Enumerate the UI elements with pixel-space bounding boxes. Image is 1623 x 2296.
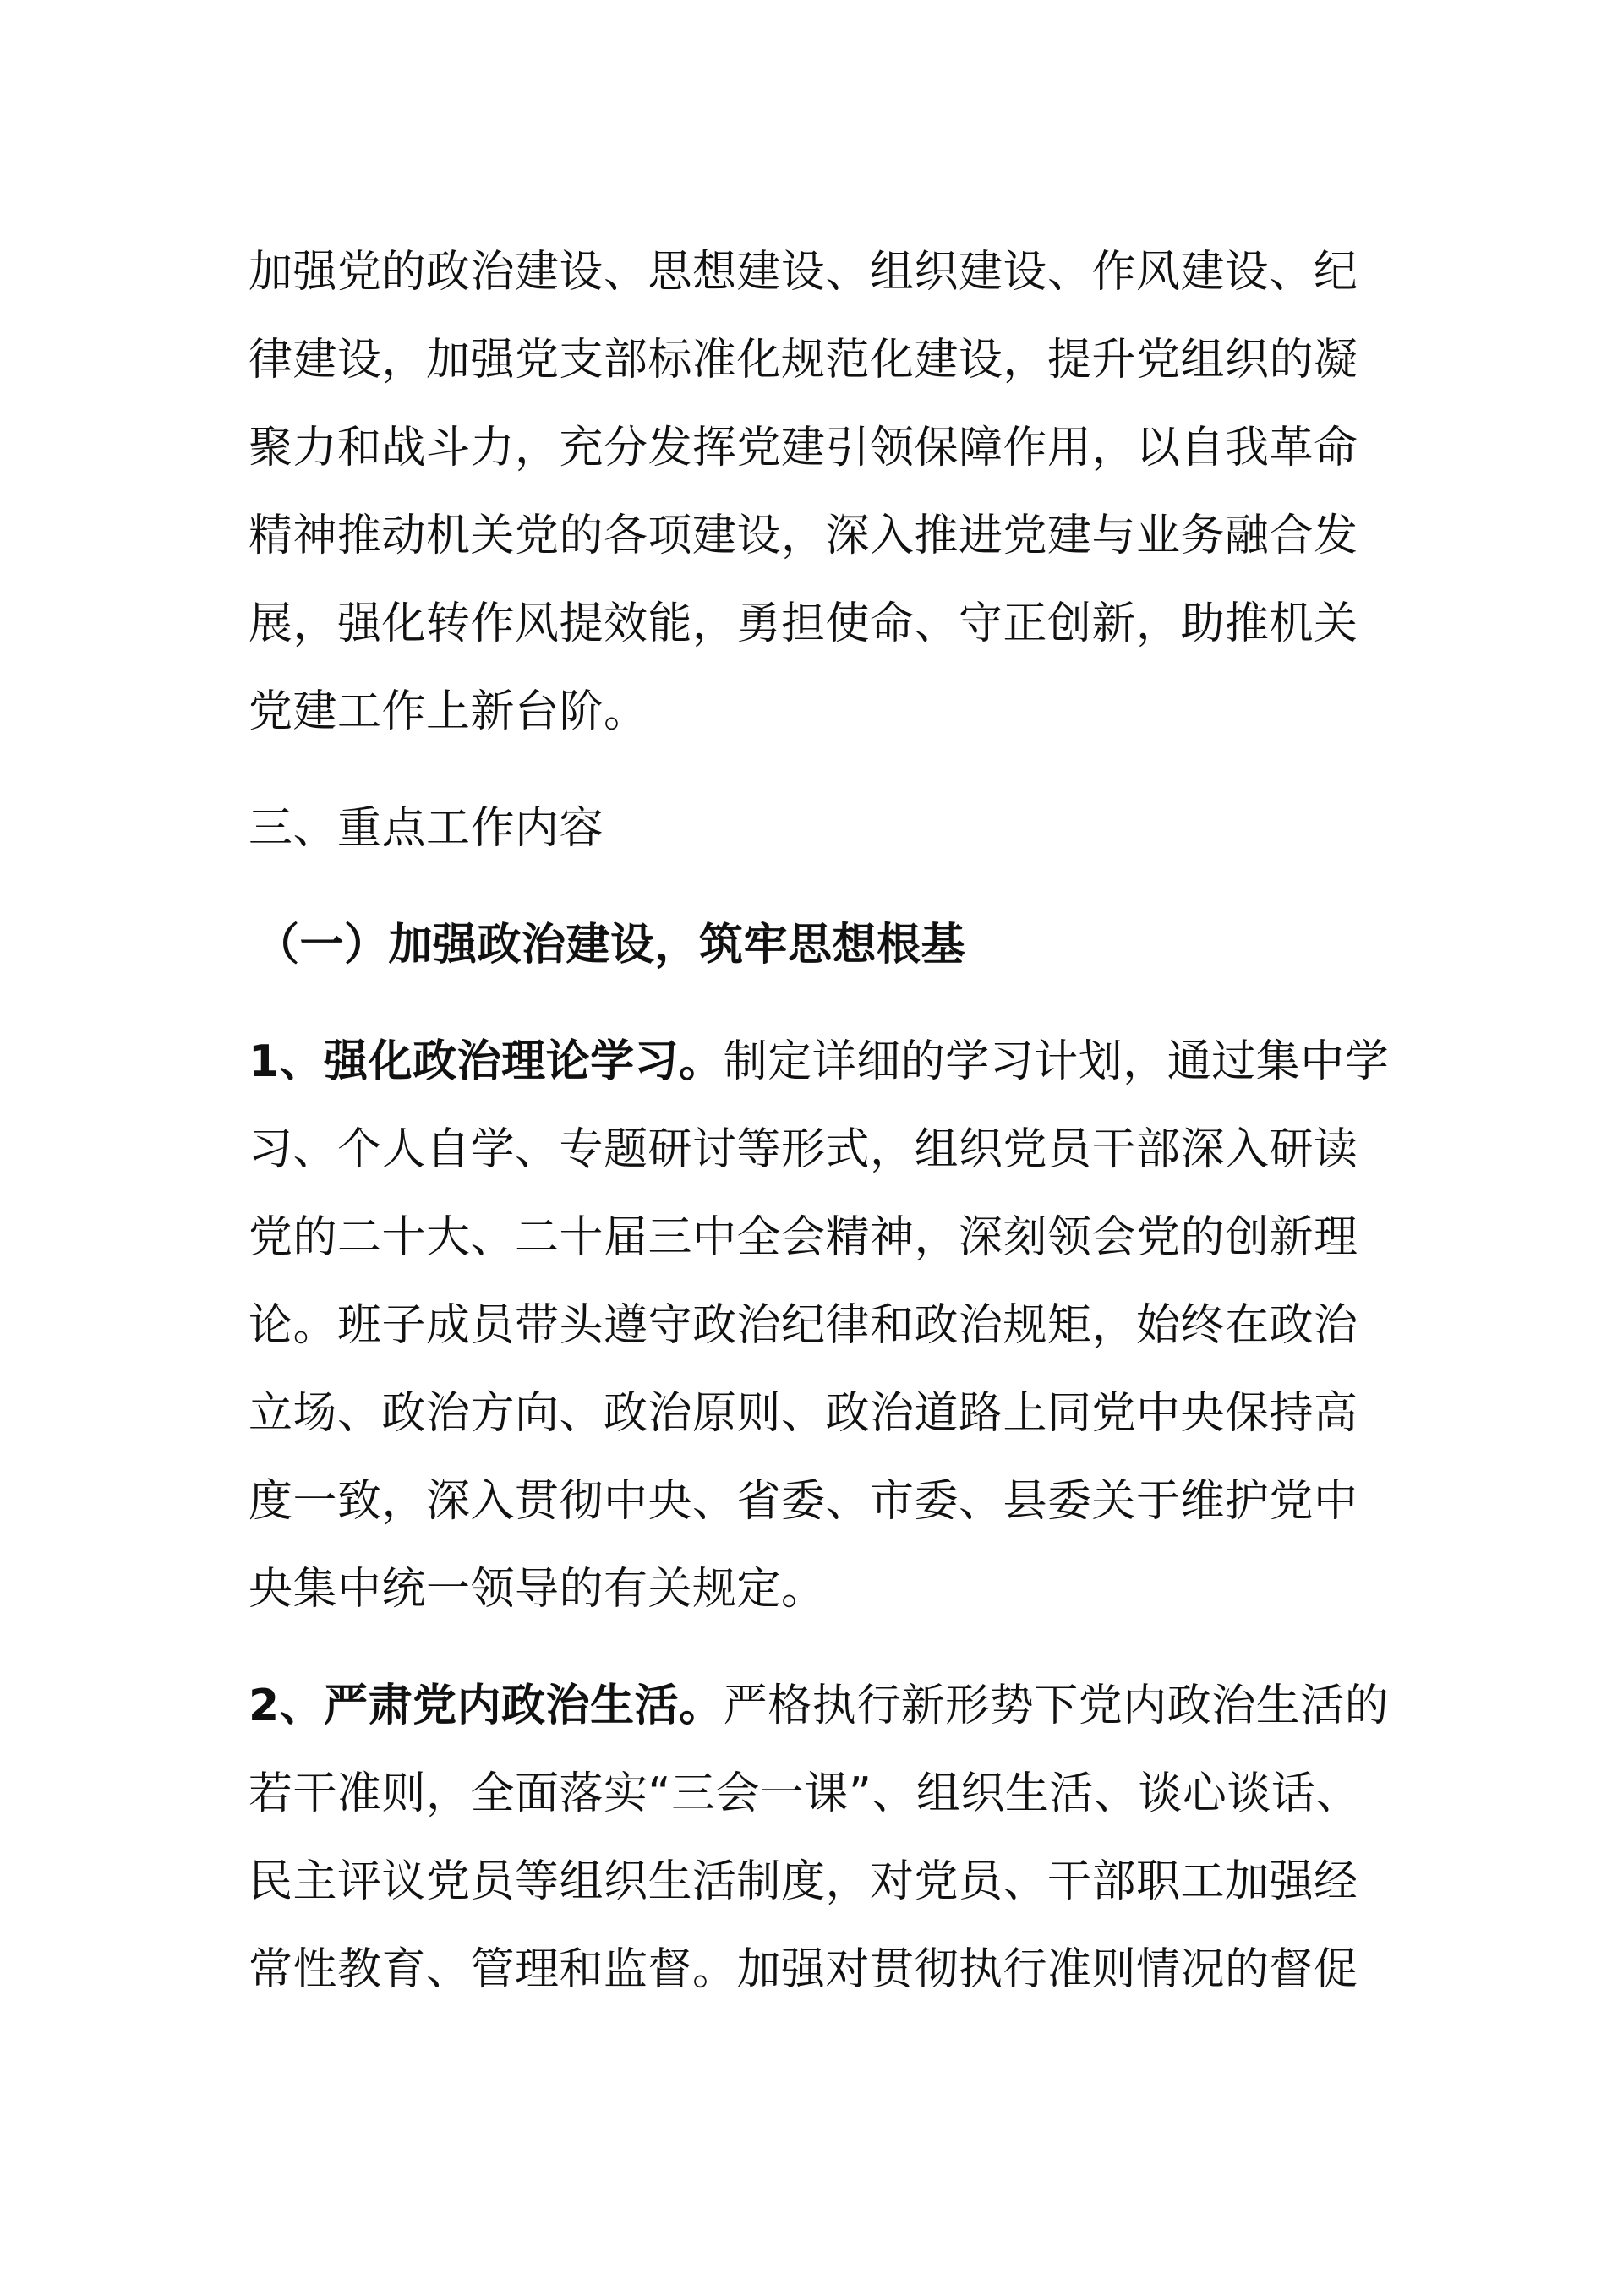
paragraph-line: 聚力和战斗力，充分发挥党建引领保障作用，以自我革命 xyxy=(249,423,1358,473)
paragraph-line: 展，强化转作风提效能，勇担使命、守正创新，助推机关 xyxy=(249,599,1358,649)
item-2-paragraph xyxy=(249,1662,1407,2014)
paragraph-line: 加强党的政治建设、思想建设、组织建设、作风建设、纪 xyxy=(249,247,1358,298)
paragraph-line: 立场、政治方向、政治原则、政治道路上同党中央保持高 xyxy=(249,1388,1358,1439)
item-lead: 2、严肃党内政治生活。 xyxy=(249,1681,724,1731)
paragraph-line: 常性教育、管理和监督。加强对贯彻执行准则情况的督促 xyxy=(249,1944,1358,1995)
paragraph-line xyxy=(249,1018,1407,1106)
paragraph-line: 精神推动机关党的各项建设，深入推进党建与业务融合发 xyxy=(249,511,1358,561)
paragraph-line: 若干准则，全面落实“三会一课”、组织生活、谈心谈话、 xyxy=(249,1768,1360,1819)
section-heading: 三、重点工作内容 xyxy=(249,803,604,854)
item-1-paragraph xyxy=(249,1018,1407,1633)
item-lead: 1、强化政治理论学习。 xyxy=(249,1036,724,1087)
intro-paragraph xyxy=(249,228,1407,756)
paragraph-line: 律建设，加强党支部标准化规范化建设，提升党组织的凝 xyxy=(249,335,1358,385)
paragraph-line: 党建工作上新台阶。 xyxy=(249,686,648,737)
item-text: 制定详细的学习计划，通过集中学 xyxy=(723,1036,1390,1087)
paragraph-line: 党的二十大、二十届三中全会精神，深刻领会党的创新理 xyxy=(249,1212,1358,1263)
paragraph-line: 民主评议党员等组织生活制度，对党员、干部职工加强经 xyxy=(249,1856,1358,1907)
paragraph-line: 习、个人自学、专题研讨等形式，组织党员干部深入研读 xyxy=(249,1124,1358,1175)
document-page xyxy=(249,228,1407,2014)
paragraph-line: 论。班子成员带头遵守政治纪律和政治规矩，始终在政治 xyxy=(249,1300,1358,1351)
item-text: 严格执行新形势下党内政治生活的 xyxy=(723,1681,1390,1731)
paragraph-line xyxy=(249,1662,1407,1750)
paragraph-line: 央集中统一领导的有关规定。 xyxy=(249,1564,826,1615)
subsection-heading: （一）加强政治建设，筑牢思想根基 xyxy=(255,920,966,970)
paragraph-line: 度一致，深入贯彻中央、省委、市委、县委关于维护党中 xyxy=(249,1476,1358,1527)
